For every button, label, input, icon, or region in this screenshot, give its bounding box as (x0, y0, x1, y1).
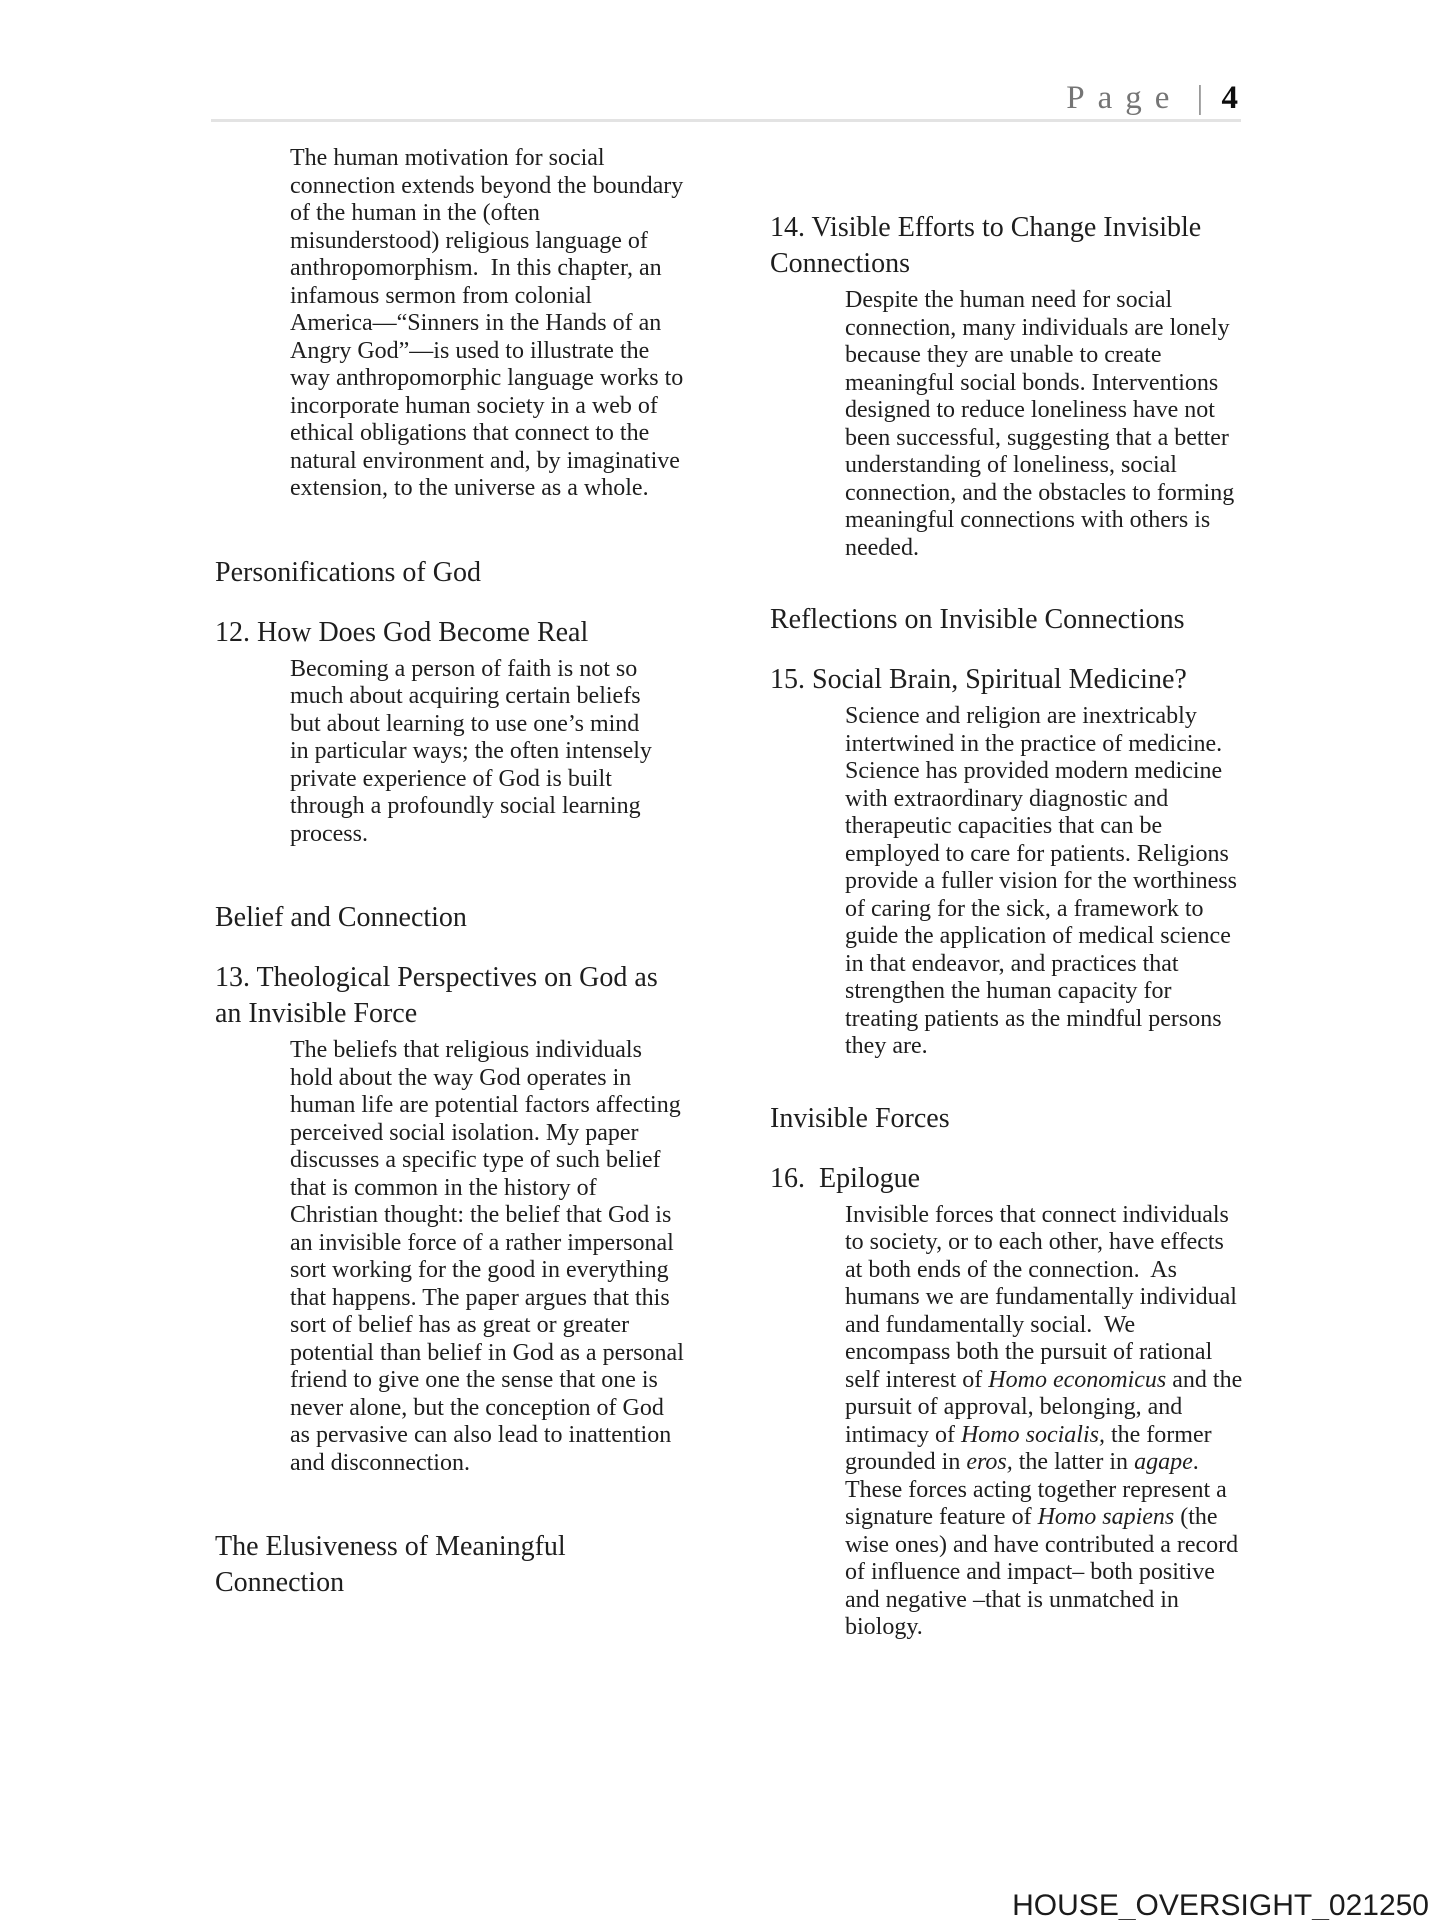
heading-item-14: 14. Visible Efforts to Change Invisible Connections (770, 212, 1202, 279)
intro-paragraph: The human motivation for social connection extends beyond the boundary of the human in the (often misunderstood) religious language of anthropomorphism. In this chapter, an infamous sermon from colonial America—“Sinners in the Hands of an Angry God”—is used to illustrate the way anthropomorphic language works to incorporate human society in a web of ethical obligations that connect to the natural environment and, by imaginative extension, to the universe as a whole. (290, 145, 684, 501)
item-16-summary: Invisible forces that connect individuals to society, or to each other, have effects at both ends of the connection. As humans we are fundamentally individual and fundamentally social. We encompass both the pursuit of rational self interest of Homo economicus and the pursuit of approval, belonging, and intimacy of Homo socialis, the former grounded in eros, the latter in agape. These forces acting together represent a signature feature of Homo sapiens (the wise ones) and have contributed a record of influence and impact– both positive and negative –that is unmatched in biology. (845, 1201, 1243, 1640)
right-column (770, 210, 1250, 1642)
heading-personifications-of-god: Personifications of God (215, 556, 481, 588)
page-number: 4 (1221, 80, 1238, 116)
item-14-summary: Despite the human need for social connection, many individuals are lonely because they are unable to create meaningful social bonds. Interventions designed to reduce loneliness have not been successful, suggesting that a better understanding of loneliness, social connection, and the obstacles to forming meaningful connections with others is needed. (845, 287, 1235, 561)
page-number-separator: | (1196, 80, 1204, 116)
item-13-summary: The beliefs that religious individuals hold about the way God operates in human life are potential factors affecting perceived social isolation. My paper discusses a specific type of such belief that is common in the history of Christian thought: the belief that God is an invisible force of a rather impersonal sort working for the good in everything that happens. The paper argues that this sort of belief has as great or greater potential than belief in God as a personal friend to give one the sense that one is never alone, but the conception of God as pervasive can also lead to inattention and disconnection. (290, 1037, 684, 1476)
item-15-summary: Science and religion are inextricably intertwined in the practice of medicine. Science has provided modern medicine with extraordinary diagnostic and therapeutic capacities that can be employed to care for patients. Religions provide a fuller vision for the worthiness of caring for the sick, a framework to guide the application of medical science in that endeavor, and practices that strengthen the human capacity for treating patients as the mindful persons they are. (845, 703, 1237, 1059)
left-column (215, 145, 685, 1601)
page-header (1066, 80, 1238, 116)
item-12-summary: Becoming a person of faith is not so much about acquiring certain beliefs but about learning to use one’s mind in particular ways; the often intensely private experience of God is built through a profoundly social learning process. (290, 655, 652, 847)
heading-item-15: 15. Social Brain, Spiritual Medicine? (770, 664, 1187, 695)
heading-belief-and-connection: Belief and Connection (215, 902, 467, 933)
heading-reflections-on-invisible-connections: Reflections on Invisible Connections (770, 604, 1185, 635)
page-label: Page (1066, 80, 1183, 116)
heading-item-13: 13. Theological Perspectives on God as an Invisible Force (215, 962, 658, 1029)
heading-invisible-forces: Invisible Forces (770, 1102, 950, 1134)
heading-item-16: 16. Epilogue (770, 1162, 921, 1194)
heading-item-12: 12. How Does God Become Real (215, 616, 589, 648)
bates-stamp: HOUSE_OVERSIGHT_021250 (1012, 1889, 1429, 1920)
heading-elusiveness-of-meaningful-connection: The Elusiveness of Meaningful Connection (215, 1531, 566, 1598)
header-rule (211, 119, 1241, 122)
